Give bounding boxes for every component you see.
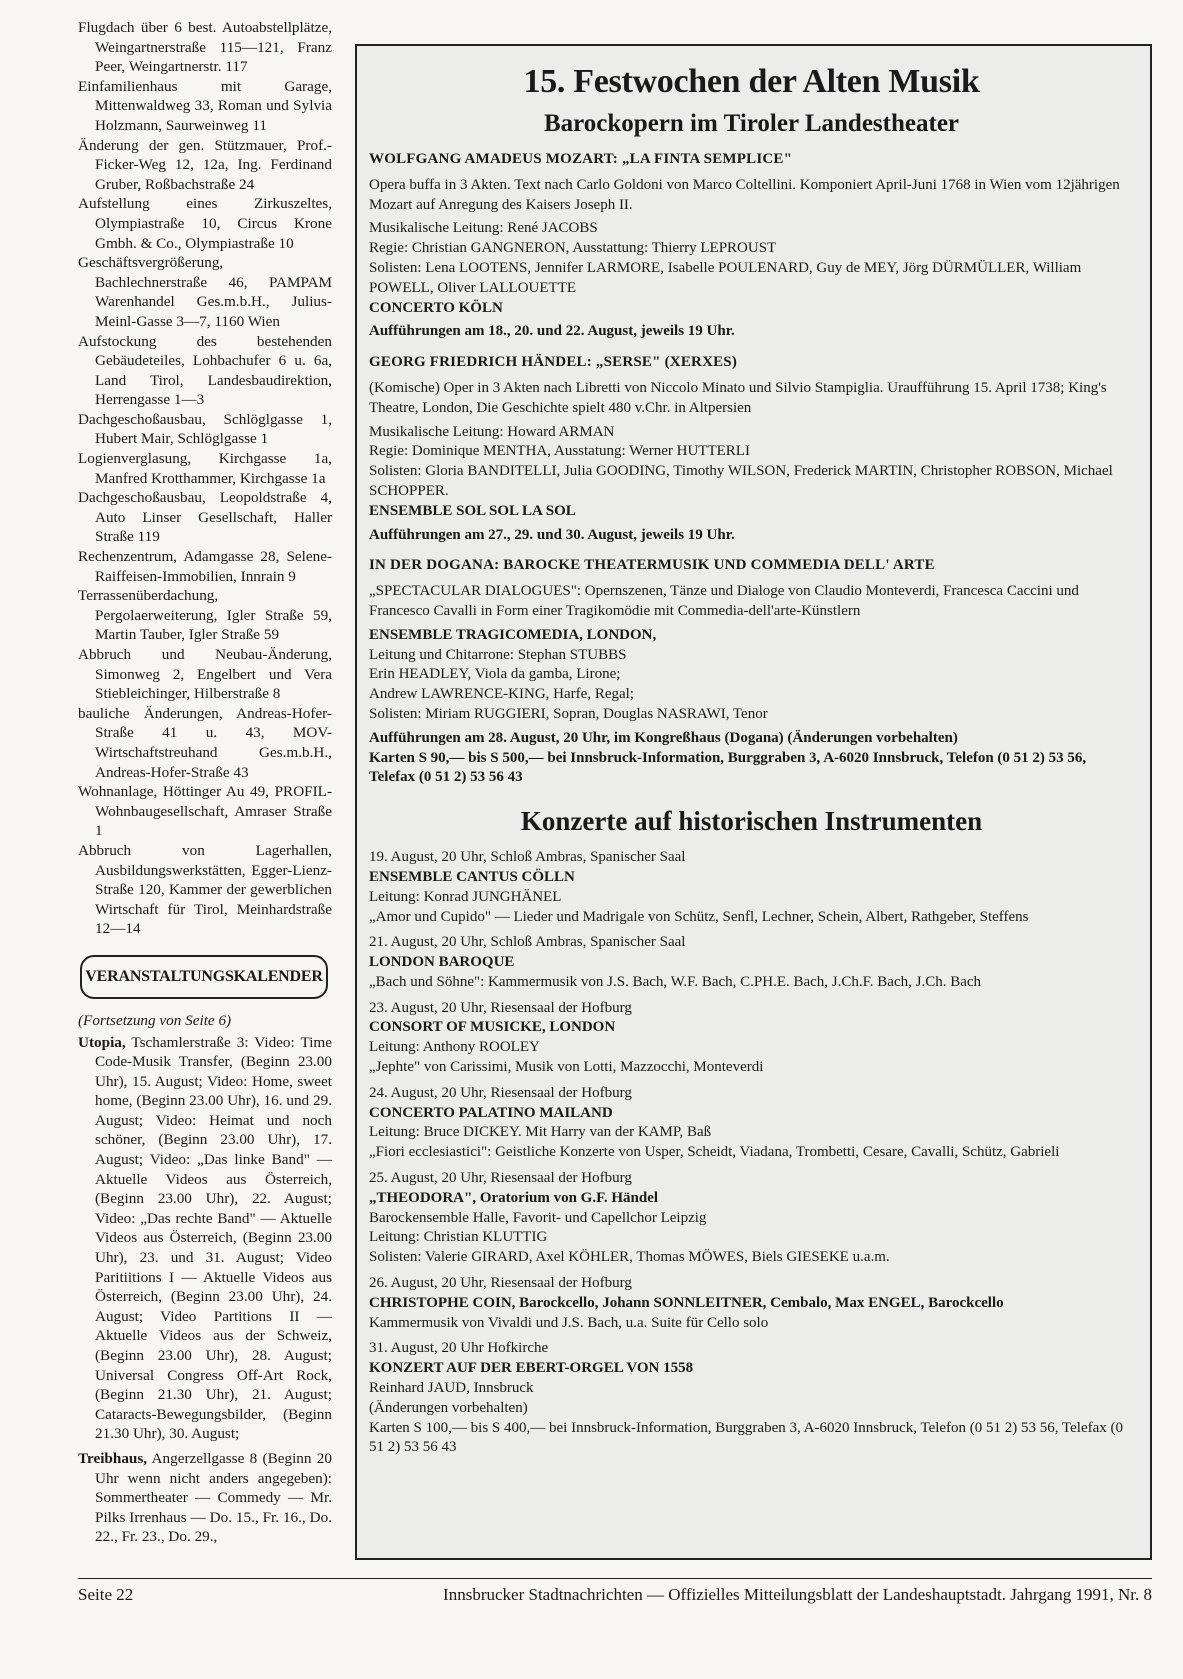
event-entry <box>78 1449 332 1547</box>
section-line: Andrew LAWRENCE-KING, Harfe, Regal; <box>369 686 634 703</box>
concert-ensemble: CHRISTOPHE COIN, Barockcello, Johann SONNLEITNER, Cembalo, Max ENGEL, Barockcello <box>369 1294 1004 1311</box>
section-ensemble: ENSEMBLE SOL SOL LA SOL <box>369 502 576 519</box>
section-dates: Aufführungen am 28. August, 20 Uhr, im Kongreßhaus (Dogana) (Änderungen vorbehalten) <box>369 729 958 746</box>
concert-ensemble: CONCERTO PALATINO MAILAND <box>369 1104 613 1121</box>
event-list <box>78 1033 332 1547</box>
festival-box <box>355 44 1152 1560</box>
section-haendel <box>369 353 1134 545</box>
section-solisten: Solisten: Gloria BANDITELLI, Julia GOODING, Timothy WILSON, Frederick MARTIN, Christopher ROBSON, Michael SCHOPPER. <box>369 463 1113 499</box>
concert-date: 23. August, 20 Uhr, Riesensaal der Hofburg <box>369 999 632 1016</box>
permit-entry: bauliche Änderungen, Andreas-Hofer-Straße 41 u. 43, MOV-Wirtschaftstreuhand Ges.m.b.H., Andreas-Hofer-Straße 43 <box>78 704 332 781</box>
page-footer <box>78 1578 1152 1605</box>
permit-entry: Flugdach über 6 best. Autoabstellplätze, Weingartnerstraße 115—121, Franz Peer, Weingartnerstr. 117 <box>78 19 332 76</box>
concert-detail: „Fiori ecclesiastici": Geistliche Konzerte von Usper, Scheidt, Viadana, Trombetti, Cesare, Cavalli, Schütz, Gabrieli <box>369 1144 1060 1161</box>
concerts-title: Konzerte auf historischen Instrumenten <box>520 806 983 837</box>
concert-item <box>369 933 1134 992</box>
concert-detail: Leitung: Konrad JUNGHÄNEL <box>369 888 562 905</box>
concert-date: 31. August, 20 Uhr Hofkirche <box>369 1340 549 1357</box>
kalender-box <box>80 955 328 999</box>
concert-item <box>369 1274 1134 1333</box>
concert-item <box>369 1084 1134 1163</box>
concert-date: 26. August, 20 Uhr, Riesensaal der Hofburg <box>369 1275 632 1292</box>
festival-subtitle: Barockopern im Tiroler Landestheater <box>543 110 960 137</box>
concert-detail: Solisten: Valerie GIRARD, Axel KÖHLER, Thomas MÖWES, Biels GIESEKE u.a.m. <box>369 1249 890 1266</box>
permit-entry: Änderung der gen. Stützmauer, Prof.-Ficker-Weg 12, 12a, Ing. Ferdinand Gruber, Roßbachstraße 24 <box>78 136 332 193</box>
concert-detail: Kammermusik von Vivaldi und J.S. Bach, u.a. Suite für Cello solo <box>369 1314 769 1331</box>
section-dates: Aufführungen am 27., 29. und 30. August, jeweils 19 Uhr. <box>369 526 735 543</box>
permit-entry: Abbruch und Neubau-Änderung, Simonweg 2, Engelbert und Vera Stiebleichinger, Hilberstraße 8 <box>78 646 332 703</box>
concert-date: 24. August, 20 Uhr, Riesensaal der Hofburg <box>369 1084 632 1101</box>
section-ensemble: ENSEMBLE TRAGICOMEDIA, LONDON, <box>369 626 657 643</box>
left-column <box>78 18 332 1552</box>
section-line: Solisten: Miriam RUGGIERI, Sopran, Douglas NASRAWI, Tenor <box>369 705 768 722</box>
permit-entry: Dachgeschoßausbau, Leopoldstraße 4, Auto Linser Gesellschaft, Haller Straße 119 <box>78 489 332 546</box>
concert-detail: Leitung: Anthony ROOLEY <box>369 1039 540 1056</box>
section-regie: Regie: Christian GANGNERON, Ausstattung: Thierry LEPROUST <box>369 240 777 257</box>
section-description: Opera buffa in 3 Akten. Text nach Carlo Goldoni von Marco Coltellini. Komponiert April-Juni 1768 in Wien vom 12jährigen Mozart auf Anregung des Kaisers Joseph II. <box>369 176 1120 213</box>
concert-detail: Leitung: Bruce DICKEY. Mit Harry van der KAMP, Baß <box>369 1124 712 1141</box>
concert-item <box>369 1339 1134 1458</box>
concert-detail: Reinhard JAUD, Innsbruck <box>369 1380 534 1397</box>
section-heading: GEORG FRIEDRICH HÄNDEL: „SERSE" (XERXES) <box>369 354 738 371</box>
concert-ensemble: „THEODORA", Oratorium von G.F. Händel <box>369 1189 659 1206</box>
festival-title: 15. Festwochen der Alten Musik <box>523 63 980 100</box>
event-text: Angerzellgasse 8 (Beginn 20 Uhr wenn nicht anders angegeben): Sommertheater — Commedy — Mr. Pilks Irrenhaus — Do. 15., Fr. 16., Do. 22., Fr. 23., Do. 29., <box>95 1449 332 1546</box>
permit-entry: Rechenzentrum, Adamgasse 28, Selene-Raiffeisen-Immobilien, Innrain 9 <box>78 548 332 585</box>
permit-entry: Abbruch von Lagerhallen, Ausbildungswerkstätten, Egger-Lienz-Straße 120, Kammer der gewerblichen Wirtschaft für Tirol, Meinhardstraße 12—14 <box>78 841 332 938</box>
concert-ensemble: KONZERT AUF DER EBERT-ORGEL VON 1558 <box>369 1360 694 1377</box>
permit-entry: Aufstellung eines Zirkuszeltes, Olympiastraße 10, Circus Krone Gmbh. & Co., Olympiastraße 10 <box>78 195 332 252</box>
kalender-title: VERANSTALTUNGSKALENDER <box>85 968 323 986</box>
section-leitung: Musikalische Leitung: René JACOBS <box>369 220 598 237</box>
section-ensemble: CONCERTO KÖLN <box>369 299 503 316</box>
section-description: (Komische) Oper in 3 Akten nach Libretti von Niccolo Minato und Silvio Stampiglia. Uraufführung 15. April 1738; King's Theatre, London, Die Geschichte spielt 480 v.Chr. in Altpersien <box>369 379 1107 416</box>
building-permit-list <box>78 18 332 939</box>
concert-detail: Leitung: Christian KLUTTIG <box>369 1229 548 1246</box>
section-dates: Aufführungen am 18., 20. und 22. August, jeweils 19 Uhr. <box>369 323 735 340</box>
section-line: Erin HEADLEY, Viola da gamba, Lirone; <box>369 666 621 683</box>
concert-item <box>369 1169 1134 1268</box>
event-entry <box>78 1033 332 1444</box>
section-description: „SPECTACULAR DIALOGUES": Opernszenen, Tänze und Dialoge von Claudio Monteverdi, Francesca Caccini und Francesco Cavalli in Form einer Tragikomödie mit Commedia-dell'arte-Künstlern <box>369 583 1079 619</box>
permit-entry: Wohnanlage, Höttinger Au 49, PROFIL-Wohnbaugesellschaft, Amraser Straße 1 <box>78 783 332 840</box>
permit-entry: Aufstockung des bestehenden Gebäudeteiles, Lohbachufer 6 u. 6a, Land Tirol, Landesbaudirektion, Herrengasse 1—3 <box>78 332 332 409</box>
section-leitung: Musikalische Leitung: Howard ARMAN <box>369 423 615 440</box>
permit-entry: Logienverglasung, Kirchgasse 1a, Manfred Krotthammer, Kirchgasse 1a <box>78 450 332 487</box>
concert-ensemble: LONDON BAROQUE <box>369 954 515 971</box>
section-mozart <box>369 150 1134 342</box>
section-solisten: Solisten: Lena LOOTENS, Jennifer LARMORE, Isabelle POULENARD, Guy de MEY, Jörg DÜRMÜLLER, William POWELL, Oliver LALLOUETTE <box>369 259 1082 296</box>
publication-line: Innsbrucker Stadtnachrichten — Offizielles Mitteilungsblatt der Landeshauptstadt. Jahrgang 1991, Nr. 8 <box>443 1585 1152 1604</box>
section-regie: Regie: Dominique MENTHA, Ausstatung: Werner HUTTERLI <box>369 443 750 460</box>
concert-detail: Barockensemble Halle, Favorit- und Capellchor Leipzig <box>369 1209 707 1226</box>
concert-item <box>369 848 1134 927</box>
section-dogana <box>369 556 1134 788</box>
permit-entry: Dachgeschoßausbau, Schlöglgasse 1, Hubert Mair, Schlöglgasse 1 <box>78 410 332 448</box>
concert-ensemble: ENSEMBLE CANTUS CÖLLN <box>369 868 575 885</box>
section-heading: IN DER DOGANA: BAROCKE THEATERMUSIK UND COMMEDIA DELL' ARTE <box>369 557 935 574</box>
concert-ensemble: CONSORT OF MUSICKE, LONDON <box>369 1019 616 1036</box>
venue-name: Treibhaus, <box>78 1449 148 1467</box>
page-number: Seite 22 <box>78 1585 134 1604</box>
concert-list <box>369 848 1134 1458</box>
permit-entry: Geschäftsvergrößerung, Bachlechnerstraße 46, PAMPAM Warenhandel Ges.m.b.H., Julius-Meinl-Gasse 3—7, 1160 Wien <box>78 254 332 330</box>
concert-detail: „Jephte" von Carissimi, Musik von Lotti, Mazzocchi, Monteverdi <box>369 1059 764 1076</box>
concert-date: 21. August, 20 Uhr, Schloß Ambras, Spanischer Saal <box>369 934 686 951</box>
concert-date: 25. August, 20 Uhr, Riesensaal der Hofburg <box>369 1170 632 1187</box>
concert-detail: Karten S 100,— bis S 400,— bei Innsbruck-Information, Burggraben 3, A-6020 Innsbruck, Telefon (0 51 2) 53 56, Telefax (0 51 2) 53 56 43 <box>369 1419 1124 1456</box>
venue-name: Utopia, <box>78 1033 126 1051</box>
section-line: Leitung und Chitarrone: Stephan STUBBS <box>369 646 627 663</box>
concert-date: 19. August, 20 Uhr, Schloß Ambras, Spanischer Saal <box>369 849 686 866</box>
concert-detail: „Amor und Cupido" — Lieder und Madrigale von Schütz, Senfl, Lechner, Schein, Albert, Rathgeber, Steffens <box>369 908 1029 925</box>
concert-detail: „Bach und Söhne": Kammermusik von J.S. Bach, W.F. Bach, C.PH.E. Bach, J.Ch.F. Bach, J.Ch. Bach <box>369 973 982 990</box>
concert-item <box>369 999 1134 1078</box>
permit-entry: Einfamilienhaus mit Garage, Mittenwaldweg 33, Roman und Sylvia Holzmann, Saurweinweg 11 <box>78 77 332 134</box>
permit-entry: Terrassenüberdachung, Pergolaerweiterung, Igler Straße 59, Martin Tauber, Igler Straße 59 <box>78 587 332 644</box>
fortsetzung-note: (Fortsetzung von Seite 6) <box>78 1011 232 1029</box>
concert-detail: (Änderungen vorbehalten) <box>369 1399 528 1416</box>
section-heading: WOLFGANG AMADEUS MOZART: „LA FINTA SEMPLICE" <box>369 151 793 167</box>
event-text: Tschamlerstraße 3: Video: Time Code-Musik Transfer, (Beginn 23.00 Uhr), 15. August; Video: Home, sweet home, (Beginn 23.00 Uhr), 16. und 29. August; Video: Heimat und noch schöner, (Beginn 23.00 Uhr), 17. August; Video: „Das linke Band" — Aktuelle Videos aus Österreich, (Beginn 23.00 Uhr), 22. August; Video: „Das rechte Band" — Aktuelle Videos aus Österreich, (Beginn 23.00 Uhr), 23. und 31. August; Video Paritiitions I — Aktuelle Videos aus Österreich, (Beginn 23.00 Uhr), 24. August; Video Partitions II — Aktuelle Videos aus der Schweiz, (Beginn 23.00 Uhr), 28. August; Universal Congress Off-Art Rock, (Beginn 21.30 Uhr), 21. August; Cataracts-Bewegungsbilder, (Beginn 21.30 Uhr), 30. August; <box>95 1033 332 1443</box>
section-tickets: Karten S 90,— bis S 500,— bei Innsbruck-Information, Burggraben 3, A-6020 Innsbruck, Telefon (0 51 2) 53 56, Telefax (0 51 2) 53 56 43 <box>369 749 1087 786</box>
